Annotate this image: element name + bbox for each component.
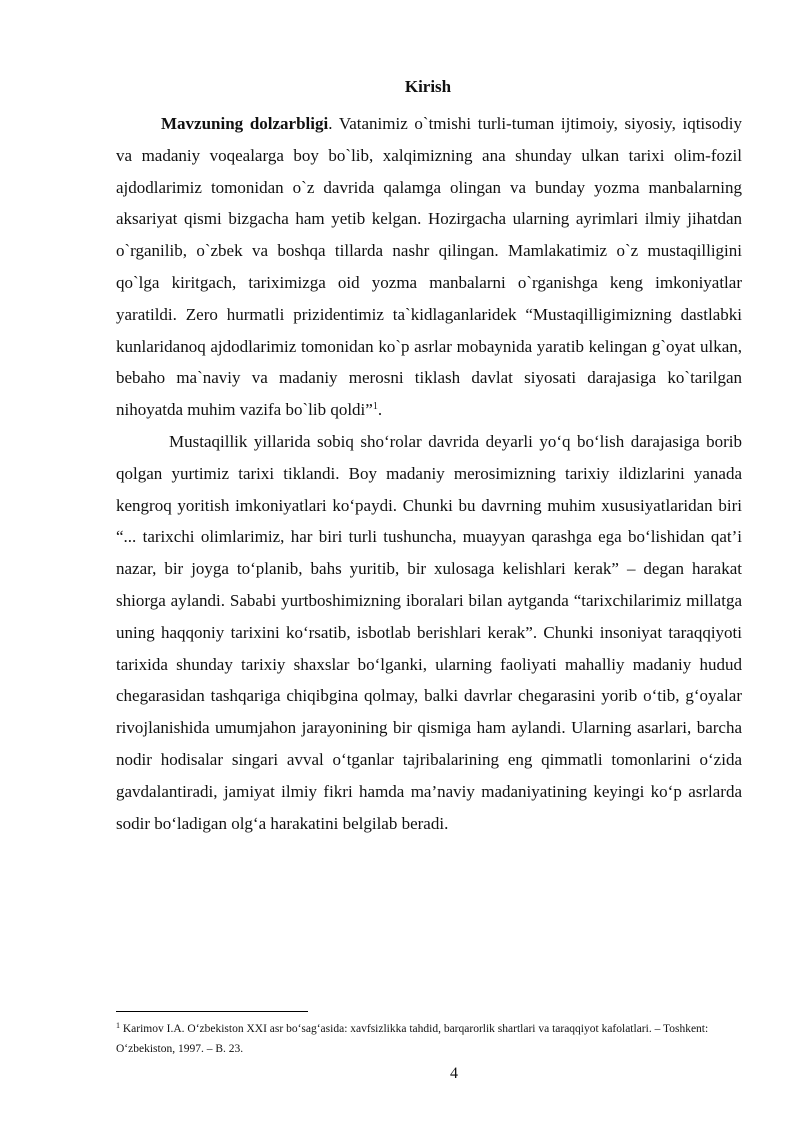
paragraph-2-text: Mustaqillik yillarida sobiq sho‘rolar davrida deyarli yo‘q bo‘lish darajasiga borib qolgan yurtimiz tarixi tiklandi. Boy madaniy merosimizning tarixiy ildizlarini yanada kengroq yoritish imkoniyatlari ko‘paydi. Chunki bu davrning muhim xususiyatlaridan biri “... tarixchi olimlarimiz, har biri turli tushuncha, muayyan qarashga ega bo‘lishidan qat’i nazar, bir joyga to‘planib, bahs yuritib, bir xulosaga kelishlari kerak” – degan harakat shiorga aylandi. Sababi yurtboshimizning iboralari bilan aytganda “tarixchilarimiz millatga uning haqqoniy tarixini ko‘rsatib, isbotlab berishlari kerak”. Chunki insoniyat taraqqiyoti tarixida shunday tarixiy shaxslar bo‘lganki, ularning faoliyati mahalliy madaniy hudud chegarasidan tashqariga chiqibgina qolmay, balki davrlar chegarasini yorib o‘tib, g‘oyalar rivojlanishida umumjahon jarayonining bir qismiga ham aylandi. Ularning asarlari, barcha nodir hodisalar singari avval o‘tganlar tajribalarining eng qimmatli tomonlarini o‘zida gavdalantiradi, jamiyat ilmiy fikri hamda ma’naviy madaniyatining keyingi ko‘p asrlarda sodir bo‘ladigan olg‘a harakatini belgilab beradi bbox=[116, 431, 742, 833]
paragraph-1-end: . bbox=[377, 400, 383, 420]
page-number: 4 bbox=[450, 1065, 458, 1082]
footnote-separator bbox=[116, 1011, 308, 1012]
footnote-reference[interactable]: 1 bbox=[372, 401, 378, 413]
footnote bbox=[116, 1019, 756, 1059]
paragraph-1-text: . Vatanimiz o`tmishi turli-tuman ijtimoiy, siyosiy, iqtisodiy va madaniy voqealarga boy bo`lib, xalqimizning ana shunday ulkan tarixi olim-fozil ajdodlarimiz tomonidan o`z davrida qalamga olingan va bunday yozma manbalarning aksariyat qismi bizgacha ham yetib kelgan. Hozirgacha ularning ayrimlari ilmiy jihatdan o`rganilib, o`zbek va boshqa tillarda nashr qilingan. Mamlakatimiz o`z mustaqilligini qo`lga kiritgach, tariximizga oid yozma manbalarni o`rganishga keng imkoniyatlar yaratildi. Zero hurmatli prizidentimiz ta`kidlaganlaridek “Mustaqilligimizning dastlabki kunlaridanoq ajdodlarimiz tomonidan ko`p asrlar mobaynida yaratib kelingan g`oyat ulkan, bebaho ma`naviy va madaniy merosni tiklash davlat siyosati darajasiga ko`tarilgan nihoyatda muhim vazifa bo`lib qoldi” bbox=[116, 114, 742, 420]
body-text bbox=[116, 108, 742, 839]
paragraph-lead: Mavzuning dolzarbligi bbox=[161, 114, 329, 133]
footnote-marker: 1 bbox=[116, 1021, 120, 1030]
footnote-text: Karimov I.A. O‘zbekiston XXI asr bo‘sag‘asida: xavfsizlikka tahdid, barqarorlik shartlari va taraqqiyot kafolatlari. – Toshkent: O‘zbekiston, 1997. – B. 23. bbox=[116, 1023, 709, 1055]
paragraph-2 bbox=[116, 426, 742, 839]
paragraph-2-end: . bbox=[444, 813, 449, 833]
page-title: Kirish bbox=[404, 77, 452, 96]
paragraph-1 bbox=[116, 108, 742, 426]
